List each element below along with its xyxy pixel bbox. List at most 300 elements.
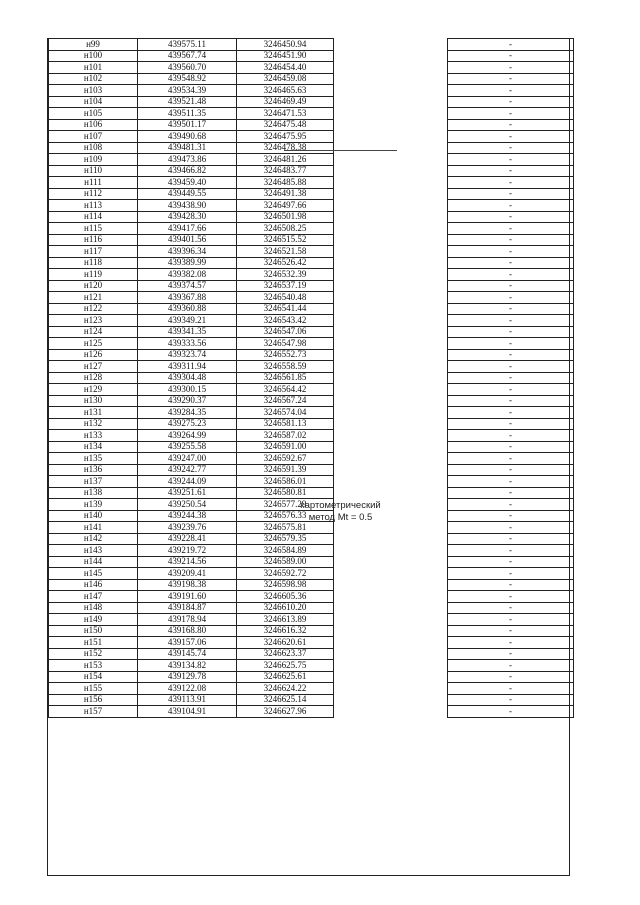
table-row <box>49 62 574 74</box>
accuracy-cell: - <box>448 441 574 453</box>
table-row <box>49 648 574 660</box>
accuracy-cell: - <box>448 637 574 649</box>
point-cell: н112 <box>49 188 138 200</box>
method-cell <box>334 556 448 568</box>
x-cell: 439275.23 <box>138 418 237 430</box>
accuracy-cell: - <box>448 614 574 626</box>
method-note-line1: картометрический <box>300 500 381 511</box>
y-cell: 3246616.32 <box>237 625 334 637</box>
method-cell <box>334 602 448 614</box>
point-cell: н150 <box>49 625 138 637</box>
x-cell: 439360.88 <box>138 303 237 315</box>
x-cell: 439567.74 <box>138 50 237 62</box>
y-cell: 3246579.35 <box>237 533 334 545</box>
method-cell <box>334 177 448 189</box>
y-cell: 3246625.75 <box>237 660 334 672</box>
x-cell: 439449.55 <box>138 188 237 200</box>
point-cell: н140 <box>49 510 138 522</box>
point-cell: н134 <box>49 441 138 453</box>
table-row <box>49 131 574 143</box>
y-cell: 3246586.01 <box>237 476 334 488</box>
accuracy-cell: - <box>448 660 574 672</box>
method-cell <box>334 200 448 212</box>
point-cell: н99 <box>49 39 138 51</box>
table-row <box>49 660 574 672</box>
method-cell <box>334 395 448 407</box>
point-cell: н148 <box>49 602 138 614</box>
method-cell <box>334 269 448 281</box>
method-cell <box>334 545 448 557</box>
point-cell: н103 <box>49 85 138 97</box>
method-cell <box>334 637 448 649</box>
x-cell: 439113.91 <box>138 694 237 706</box>
point-cell: н113 <box>49 200 138 212</box>
point-cell: н106 <box>49 119 138 131</box>
table-row <box>49 476 574 488</box>
accuracy-cell: - <box>448 602 574 614</box>
point-cell: н149 <box>49 614 138 626</box>
y-cell: 3246532.39 <box>237 269 334 281</box>
accuracy-cell: - <box>448 269 574 281</box>
table-row <box>49 234 574 246</box>
accuracy-cell: - <box>448 568 574 580</box>
point-cell: н151 <box>49 637 138 649</box>
x-cell: 439129.78 <box>138 671 237 683</box>
accuracy-cell: - <box>448 108 574 120</box>
point-cell: н153 <box>49 660 138 672</box>
table-frame-left <box>47 38 48 876</box>
y-cell: 3246547.98 <box>237 338 334 350</box>
x-cell: 439396.34 <box>138 246 237 258</box>
point-cell: н124 <box>49 326 138 338</box>
y-cell: 3246526.42 <box>237 257 334 269</box>
x-cell: 439239.76 <box>138 522 237 534</box>
method-cell <box>334 706 448 718</box>
accuracy-cell: - <box>448 223 574 235</box>
method-column-divider <box>284 150 397 151</box>
accuracy-cell: - <box>448 556 574 568</box>
method-note-line2: метод Mt = 0.5 <box>308 512 373 523</box>
table-row <box>49 395 574 407</box>
x-cell: 439250.54 <box>138 499 237 511</box>
method-cell <box>334 85 448 97</box>
y-cell: 3246537.19 <box>237 280 334 292</box>
y-cell: 3246497.66 <box>237 200 334 212</box>
table-row <box>49 85 574 97</box>
method-cell <box>334 246 448 258</box>
accuracy-cell: - <box>448 418 574 430</box>
accuracy-cell: - <box>448 50 574 62</box>
table-row <box>49 556 574 568</box>
accuracy-cell: - <box>448 131 574 143</box>
x-cell: 439178.94 <box>138 614 237 626</box>
x-cell: 439374.57 <box>138 280 237 292</box>
table-frame-bottom <box>47 875 570 876</box>
method-cell <box>334 188 448 200</box>
method-cell <box>334 326 448 338</box>
y-cell: 3246584.89 <box>237 545 334 557</box>
point-cell: н122 <box>49 303 138 315</box>
x-cell: 439219.72 <box>138 545 237 557</box>
x-cell: 439228.41 <box>138 533 237 545</box>
table-row <box>49 568 574 580</box>
point-cell: н141 <box>49 522 138 534</box>
method-cell <box>334 223 448 235</box>
accuracy-cell: - <box>448 648 574 660</box>
accuracy-cell: - <box>448 200 574 212</box>
accuracy-cell: - <box>448 326 574 338</box>
point-cell: н107 <box>49 131 138 143</box>
method-cell <box>334 430 448 442</box>
x-cell: 439157.06 <box>138 637 237 649</box>
method-cell <box>334 257 448 269</box>
y-cell: 3246605.36 <box>237 591 334 603</box>
table-row <box>49 142 574 154</box>
table-row <box>49 73 574 85</box>
x-cell: 439300.15 <box>138 384 237 396</box>
x-cell: 439401.56 <box>138 234 237 246</box>
y-cell: 3246481.26 <box>237 154 334 166</box>
table-row <box>49 487 574 499</box>
accuracy-cell: - <box>448 292 574 304</box>
x-cell: 439367.88 <box>138 292 237 304</box>
table-row <box>49 545 574 557</box>
accuracy-cell: - <box>448 384 574 396</box>
y-cell: 3246543.42 <box>237 315 334 327</box>
x-cell: 439198.38 <box>138 579 237 591</box>
point-cell: н121 <box>49 292 138 304</box>
table-row <box>49 625 574 637</box>
table-frame-right <box>569 38 570 876</box>
point-cell: н147 <box>49 591 138 603</box>
point-cell: н133 <box>49 430 138 442</box>
x-cell: 439168.80 <box>138 625 237 637</box>
x-cell: 439209.41 <box>138 568 237 580</box>
method-cell <box>334 660 448 672</box>
x-cell: 439521.48 <box>138 96 237 108</box>
method-cell <box>334 625 448 637</box>
coordinates-table <box>48 38 574 718</box>
y-cell: 3246469.49 <box>237 96 334 108</box>
y-cell: 3246589.00 <box>237 556 334 568</box>
x-cell: 439501.17 <box>138 119 237 131</box>
method-cell <box>334 338 448 350</box>
y-cell: 3246450.94 <box>237 39 334 51</box>
table-row <box>49 579 574 591</box>
method-cell <box>334 614 448 626</box>
accuracy-cell: - <box>448 246 574 258</box>
table-row <box>49 349 574 361</box>
x-cell: 439184.87 <box>138 602 237 614</box>
accuracy-cell: - <box>448 280 574 292</box>
coordinates-table-body <box>49 39 574 718</box>
method-cell <box>334 694 448 706</box>
point-cell: н129 <box>49 384 138 396</box>
y-cell: 3246625.14 <box>237 694 334 706</box>
table-row <box>49 430 574 442</box>
x-cell: 439264.99 <box>138 430 237 442</box>
method-cell <box>334 671 448 683</box>
point-cell: н111 <box>49 177 138 189</box>
point-cell: н144 <box>49 556 138 568</box>
x-cell: 439304.48 <box>138 372 237 384</box>
method-cell <box>334 407 448 419</box>
table-row <box>49 108 574 120</box>
table-row <box>49 292 574 304</box>
point-cell: н100 <box>49 50 138 62</box>
accuracy-cell: - <box>448 96 574 108</box>
x-cell: 439560.70 <box>138 62 237 74</box>
accuracy-cell: - <box>448 395 574 407</box>
point-cell: н157 <box>49 706 138 718</box>
x-cell: 439244.09 <box>138 476 237 488</box>
y-cell: 3246465.63 <box>237 85 334 97</box>
method-cell <box>334 50 448 62</box>
accuracy-cell: - <box>448 142 574 154</box>
y-cell: 3246613.89 <box>237 614 334 626</box>
point-cell: н114 <box>49 211 138 223</box>
table-row <box>49 372 574 384</box>
table-row <box>49 211 574 223</box>
accuracy-cell: - <box>448 545 574 557</box>
y-cell: 3246577.29 <box>237 499 334 511</box>
y-cell: 3246558.59 <box>237 361 334 373</box>
table-row <box>49 177 574 189</box>
x-cell: 439428.30 <box>138 211 237 223</box>
y-cell: 3246547.06 <box>237 326 334 338</box>
x-cell: 439459.40 <box>138 177 237 189</box>
y-cell: 3246574.04 <box>237 407 334 419</box>
accuracy-cell: - <box>448 177 574 189</box>
x-cell: 439438.90 <box>138 200 237 212</box>
point-cell: н155 <box>49 683 138 695</box>
accuracy-cell: - <box>448 407 574 419</box>
y-cell: 3246483.77 <box>237 165 334 177</box>
y-cell: 3246587.02 <box>237 430 334 442</box>
accuracy-cell: - <box>448 533 574 545</box>
point-cell: н152 <box>49 648 138 660</box>
point-cell: н115 <box>49 223 138 235</box>
point-cell: н154 <box>49 671 138 683</box>
accuracy-cell: - <box>448 671 574 683</box>
table-row <box>49 326 574 338</box>
table-row <box>49 246 574 258</box>
x-cell: 439145.74 <box>138 648 237 660</box>
table-row <box>49 338 574 350</box>
method-cell <box>334 62 448 74</box>
y-cell: 3246625.61 <box>237 671 334 683</box>
x-cell: 439251.61 <box>138 487 237 499</box>
point-cell: н131 <box>49 407 138 419</box>
point-cell: н126 <box>49 349 138 361</box>
table-row <box>49 154 574 166</box>
method-cell <box>334 591 448 603</box>
y-cell: 3246478.38 <box>237 142 334 154</box>
table-row <box>49 315 574 327</box>
x-cell: 439247.00 <box>138 453 237 465</box>
table-row <box>49 591 574 603</box>
accuracy-cell: - <box>448 694 574 706</box>
point-cell: н102 <box>49 73 138 85</box>
y-cell: 3246508.25 <box>237 223 334 235</box>
x-cell: 439134.82 <box>138 660 237 672</box>
method-cell <box>334 464 448 476</box>
x-cell: 439382.08 <box>138 269 237 281</box>
table-row <box>49 683 574 695</box>
method-cell <box>334 648 448 660</box>
y-cell: 3246576.33 <box>237 510 334 522</box>
accuracy-cell: - <box>448 62 574 74</box>
y-cell: 3246459.08 <box>237 73 334 85</box>
table-row <box>49 39 574 51</box>
x-cell: 439389.99 <box>138 257 237 269</box>
x-cell: 439214.56 <box>138 556 237 568</box>
x-cell: 439417.66 <box>138 223 237 235</box>
accuracy-cell: - <box>448 338 574 350</box>
method-cell <box>334 579 448 591</box>
accuracy-cell: - <box>448 683 574 695</box>
y-cell: 3246567.24 <box>237 395 334 407</box>
accuracy-cell: - <box>448 303 574 315</box>
method-cell <box>334 418 448 430</box>
x-cell: 439242.77 <box>138 464 237 476</box>
y-cell: 3246540.48 <box>237 292 334 304</box>
accuracy-cell: - <box>448 453 574 465</box>
point-cell: н108 <box>49 142 138 154</box>
method-cell <box>334 211 448 223</box>
x-cell: 439575.11 <box>138 39 237 51</box>
point-cell: н119 <box>49 269 138 281</box>
table-row <box>49 269 574 281</box>
point-cell: н139 <box>49 499 138 511</box>
y-cell: 3246623.37 <box>237 648 334 660</box>
table-row <box>49 257 574 269</box>
table-row <box>49 614 574 626</box>
table-row <box>49 280 574 292</box>
x-cell: 439191.60 <box>138 591 237 603</box>
x-cell: 439311.94 <box>138 361 237 373</box>
accuracy-cell: - <box>448 39 574 51</box>
method-cell <box>334 487 448 499</box>
method-cell <box>334 73 448 85</box>
method-cell <box>334 384 448 396</box>
method-cell <box>334 476 448 488</box>
point-cell: н105 <box>49 108 138 120</box>
method-cell <box>334 280 448 292</box>
y-cell: 3246541.44 <box>237 303 334 315</box>
method-cell <box>334 568 448 580</box>
y-cell: 3246564.42 <box>237 384 334 396</box>
accuracy-cell: - <box>448 257 574 269</box>
y-cell: 3246552.73 <box>237 349 334 361</box>
table-row <box>49 441 574 453</box>
method-cell <box>334 39 448 51</box>
coordinates-table-container <box>48 38 570 875</box>
x-cell: 439534.39 <box>138 85 237 97</box>
x-cell: 439466.82 <box>138 165 237 177</box>
y-cell: 3246575.81 <box>237 522 334 534</box>
x-cell: 439511.35 <box>138 108 237 120</box>
accuracy-cell: - <box>448 625 574 637</box>
table-row <box>49 303 574 315</box>
table-row <box>49 200 574 212</box>
method-cell <box>334 131 448 143</box>
x-cell: 439255.58 <box>138 441 237 453</box>
method-cell <box>334 315 448 327</box>
method-cell <box>334 533 448 545</box>
y-cell: 3246451.90 <box>237 50 334 62</box>
y-cell: 3246592.67 <box>237 453 334 465</box>
y-cell: 3246515.52 <box>237 234 334 246</box>
method-cell <box>334 142 448 154</box>
accuracy-cell: - <box>448 154 574 166</box>
y-cell: 3246591.39 <box>237 464 334 476</box>
accuracy-cell: - <box>448 499 574 511</box>
point-cell: н128 <box>49 372 138 384</box>
y-cell: 3246475.95 <box>237 131 334 143</box>
x-cell: 439349.21 <box>138 315 237 327</box>
accuracy-cell: - <box>448 85 574 97</box>
y-cell: 3246627.96 <box>237 706 334 718</box>
method-cell <box>334 96 448 108</box>
table-row <box>49 637 574 649</box>
table-row <box>49 50 574 62</box>
y-cell: 3246591.00 <box>237 441 334 453</box>
x-cell: 439284.35 <box>138 407 237 419</box>
accuracy-cell: - <box>448 211 574 223</box>
table-row <box>49 706 574 718</box>
method-cell <box>334 372 448 384</box>
method-cell <box>334 349 448 361</box>
table-row <box>49 96 574 108</box>
point-cell: н127 <box>49 361 138 373</box>
x-cell: 439473.86 <box>138 154 237 166</box>
point-cell: н120 <box>49 280 138 292</box>
accuracy-cell: - <box>448 73 574 85</box>
point-cell: н109 <box>49 154 138 166</box>
point-cell: н145 <box>49 568 138 580</box>
accuracy-cell: - <box>448 119 574 131</box>
x-cell: 439341.35 <box>138 326 237 338</box>
y-cell: 3246485.88 <box>237 177 334 189</box>
point-cell: н118 <box>49 257 138 269</box>
table-row <box>49 602 574 614</box>
method-cell <box>334 154 448 166</box>
accuracy-cell: - <box>448 706 574 718</box>
y-cell: 3246454.40 <box>237 62 334 74</box>
point-cell: н117 <box>49 246 138 258</box>
accuracy-cell: - <box>448 188 574 200</box>
table-row <box>49 119 574 131</box>
method-cell <box>334 292 448 304</box>
method-cell <box>334 453 448 465</box>
point-cell: н143 <box>49 545 138 557</box>
method-note <box>284 500 397 524</box>
table-row <box>49 533 574 545</box>
x-cell: 439104.91 <box>138 706 237 718</box>
method-cell <box>334 108 448 120</box>
point-cell: н116 <box>49 234 138 246</box>
table-row <box>49 694 574 706</box>
table-row <box>49 464 574 476</box>
accuracy-cell: - <box>448 361 574 373</box>
table-row <box>49 407 574 419</box>
point-cell: н146 <box>49 579 138 591</box>
y-cell: 3246521.58 <box>237 246 334 258</box>
point-cell: н138 <box>49 487 138 499</box>
accuracy-cell: - <box>448 372 574 384</box>
accuracy-cell: - <box>448 349 574 361</box>
